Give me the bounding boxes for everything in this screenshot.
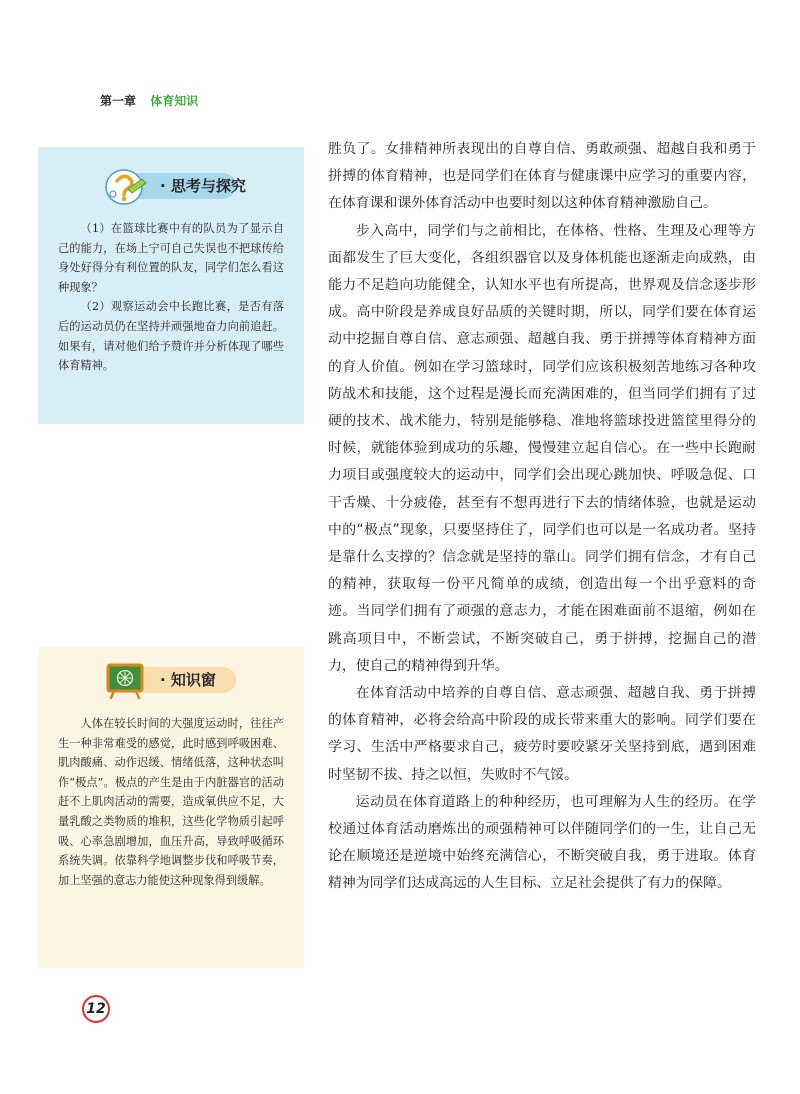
running-header <box>100 92 198 109</box>
body-paragraph-2: 步入高中，同学们与之前相比，在体格、性格、生理及心理等方面都发生了巨大变化，各组织器官以及身体机能也逐渐走向成熟，由能力不足趋向功能健全，认知水平也有所提高，世界观及信念逐步形成。高中阶段是养成良好品质的关键时期，所以，同学们要在体育运动中挖掘自尊自信、意志顽强、超越自我、勇于拼搏等体育精神方面的育人价值。例如在学习篮球时，同学们应该积极刻苦地练习各种攻防战术和技能，这个过程是漫长而充满困难的，但当同学们拥有了过硬的技术、战术能力，特别是能够稳、准地将篮球投进篮筐里得分的时候，就能体验到成功的乐趣，慢慢建立起自信心。在一些中长跑耐力项目或强度较大的运动中，同学们会出现心跳加快、呼吸急促、口干舌燥、十分疲倦，甚至有不想再进行下去的情绪体验，也就是运动中的“极点”现象，只要坚持住了，同学们也可以是一名成功者。坚持是靠什么支撑的？信念就是坚持的靠山。同学们拥有信念，才有自己的精神，获取每一份平凡简单的成绩，创造出每一个出乎意料的奇迹。当同学们拥有了顽强的意志力，才能在困难面前不退缩，例如在跳高项目中，不断尝试，不断突破自己，勇于拼搏，挖掘自己的潜力，使自己的精神得到升华。 <box>328 222 756 674</box>
think-box-title: · 思考与探究 <box>160 177 246 195</box>
think-box-content <box>58 219 284 376</box>
question-mark-icon <box>102 165 152 207</box>
body-paragraph-1: 胜负了。女排精神所表现出的自尊自信、勇敢顽强、超越自我和勇于拼搏的体育精神，也是同学们在体育与健康课中应学习的重要内容，在体育课和课外体育活动中也要时刻以这种体育精神激励自己。 <box>328 141 756 212</box>
knowledge-box-title: · 知识窗 <box>160 671 216 689</box>
think-explore-box <box>38 147 304 424</box>
chapter-title: 体育知识 <box>150 94 199 108</box>
body-paragraph-4: 运动员在体育道路上的种种经历，也可理解为人生的经历。在学校通过体育活动磨炼出的顽强精神可以伴随同学们的一生，让自己无论在顺境还是逆境中始终充满信心，不断突破自我，勇于进取。体育精神为同学们达成高远的人生目标、立足社会提供了有力的保障。 <box>328 793 756 892</box>
body-paragraph-3: 在体育活动中培养的自尊自信、意志顽强、超越自我、勇于拼搏的体育精神，必将会给高中阶段的成长带来重大的影响。同学们要在学习、生活中严格要求自己，疲劳时要咬紧牙关坚持到底，遇到困难时坚韧不拔、持之以恒，失败时不气馁。 <box>328 685 756 783</box>
blackboard-icon <box>102 659 152 701</box>
main-body-text <box>328 136 756 898</box>
question-2: （2）观察运动会中长跑比赛，是否有落后的运动员仍在坚持并顽强地奋力向前追赶。如果有，请对他们给予赞许并分析体现了哪些体育精神。 <box>58 300 284 373</box>
think-box-heading <box>116 171 246 201</box>
knowledge-paragraph: 人体在较长时间的大强度运动时，往往产生一种非常难受的感觉，此时感到呼吸困难、肌肉酸痛、动作迟缓、情绪低落，这种状态叫作“极点”。极点的产生是由于内脏器官的活动赶不上肌肉活动的需要，造成氧供应不足，大量乳酸之类物质的堆积，这些化学物质引起呼吸、心率急剧增加，血压升高，导致呼吸循环系统失调。依靠科学地调整步伐和呼吸节奏，加上坚强的意志力能使这种现象得到缓解。 <box>58 717 284 887</box>
question-1: （1）在篮球比赛中有的队员为了显示自己的能力，在场上宁可自己失误也不把球传给身处好得分有利位置的队友，同学们怎么看这种现象？ <box>58 222 284 294</box>
knowledge-window-box <box>38 647 304 968</box>
knowledge-box-heading <box>116 665 236 695</box>
page-number: 12 <box>82 995 110 1023</box>
knowledge-box-content <box>58 714 284 890</box>
chapter-number: 第一章 <box>100 94 137 108</box>
